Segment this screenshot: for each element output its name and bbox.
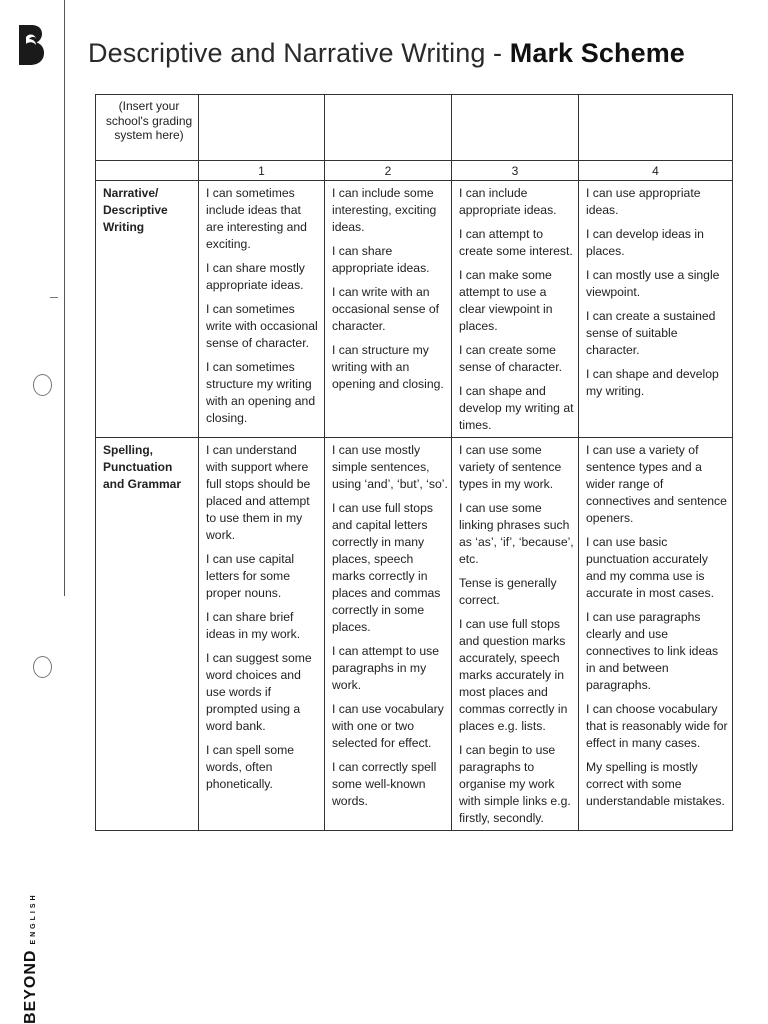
criteria-statement: I can shape and develop my writing at times. <box>459 384 574 432</box>
grade-2-cell <box>325 181 452 438</box>
grade-number: 4 <box>579 161 733 181</box>
grading-blank-cell <box>452 95 579 161</box>
criteria-statement: I can understand with support where full stops should be placed and attempt to use them in my work. <box>206 443 311 542</box>
criteria-statement: I can mostly use a single viewpoint. <box>586 268 720 299</box>
criteria-statement: I can suggest some word choices and use words if prompted using a word bank. <box>206 651 312 733</box>
criteria-statement: I can use mostly simple sentences, using ‘and’, ‘but’, ‘so’. <box>332 443 448 491</box>
criteria-statement: I can spell some words, often phonetically. <box>206 743 295 791</box>
punch-hole-top <box>33 374 52 396</box>
mark-scheme-table <box>95 94 733 831</box>
criteria-statement: I can shape and develop my writing. <box>586 367 719 398</box>
criteria-statement: I can begin to use paragraphs to organise my work with simple links e.g. firstly, secondly. <box>459 743 571 825</box>
brand-name: BEYOND <box>22 949 39 1024</box>
criteria-statement: I can sometimes write with occasional sense of character. <box>206 302 318 350</box>
criteria-statement: I can share brief ideas in my work. <box>206 610 301 641</box>
beyond-b-logo-icon <box>16 24 46 66</box>
criteria-statement: I can choose vocabulary that is reasonably wide for effect in many cases. <box>586 702 728 750</box>
criteria-statement: My spelling is mostly correct with some understandable mistakes. <box>586 760 725 808</box>
page-title <box>88 38 685 69</box>
grade-2-cell <box>325 438 452 831</box>
title-bold: Mark Scheme <box>509 38 685 68</box>
grading-blank-cell <box>579 95 733 161</box>
punch-hole-bottom <box>33 656 52 678</box>
grade-number: 1 <box>199 161 325 181</box>
grade-1-cell <box>199 438 325 831</box>
criteria-statement: I can use paragraphs clearly and use connectives to link ideas in and between paragraphs. <box>586 610 719 692</box>
criteria-label: Spelling, Punctuation and Grammar <box>96 438 199 831</box>
margin-tick <box>50 297 58 298</box>
grade-3-cell <box>452 438 579 831</box>
criteria-statement: I can sometimes structure my writing with an opening and closing. <box>206 360 316 425</box>
title-main: Descriptive and Narrative Writing - <box>88 38 510 68</box>
criteria-statement: I can use basic punctuation accurately and my comma use is accurate in most cases. <box>586 535 715 600</box>
criteria-statement: I can use vocabulary with one or two selected for effect. <box>332 702 444 750</box>
criteria-label: Narrative/ Descriptive Writing <box>96 181 199 438</box>
criteria-statement: I can attempt to create some interest. <box>459 227 573 258</box>
criteria-statement: I can sometimes include ideas that are interesting and exciting. <box>206 186 307 251</box>
criteria-statement: I can use appropriate ideas. <box>586 186 701 217</box>
grade-1-cell <box>199 181 325 438</box>
criteria-statement: I can attempt to use paragraphs in my work. <box>332 644 440 692</box>
criteria-statement: I can include some interesting, exciting ideas. <box>332 186 437 234</box>
criteria-statement: I can use full stops and capital letters correctly in many places, speech marks correctly in places and commas correctly in some places. <box>332 501 441 634</box>
grade-4-cell <box>579 181 733 438</box>
criteria-statement: I can structure my writing with an opening and closing. <box>332 343 444 391</box>
criteria-statement: I can use some variety of sentence types in my work. <box>459 443 562 491</box>
criteria-statement: I can share appropriate ideas. <box>332 244 430 275</box>
grading-system-row <box>96 95 733 161</box>
criteria-row <box>96 181 733 438</box>
grading-blank-cell <box>199 95 325 161</box>
criteria-statement: I can develop ideas in places. <box>586 227 704 258</box>
grade-number-row <box>96 161 733 181</box>
grading-blank-cell <box>325 95 452 161</box>
criteria-statement: I can create a sustained sense of suitable character. <box>586 309 716 357</box>
brand-wordmark <box>0 864 40 1024</box>
grade-number: 2 <box>325 161 452 181</box>
grade-3-cell <box>452 181 579 438</box>
criteria-statement: I can include appropriate ideas. <box>459 186 557 217</box>
grading-system-note: (Insert your school's grading system here) <box>96 95 199 161</box>
criteria-statement: I can correctly spell some well-known words. <box>332 760 437 808</box>
brand-subtitle: ENGLISH <box>30 892 37 945</box>
criteria-statement: I can write with an occasional sense of character. <box>332 285 440 333</box>
criteria-statement: Tense is generally correct. <box>459 576 557 607</box>
criteria-statement: I can make some attempt to use a clear viewpoint in places. <box>459 268 553 333</box>
criteria-statement: I can use a variety of sentence types and a wider range of connectives and sentence openers. <box>586 443 727 525</box>
criteria-statement: I can use capital letters for some proper nouns. <box>206 552 295 600</box>
grade-4-cell <box>579 438 733 831</box>
criteria-statement: I can create some sense of character. <box>459 343 562 374</box>
grade-number: 3 <box>452 161 579 181</box>
criteria-statement: I can use full stops and question marks accurately, speech marks accurately in most places and commas correctly in places e.g. lists. <box>459 617 568 733</box>
margin-rule <box>64 0 65 596</box>
criteria-row <box>96 438 733 831</box>
criteria-statement: I can use some linking phrases such as ‘as’, ‘if’, ‘because’, etc. <box>459 501 574 566</box>
criteria-statement: I can share mostly appropriate ideas. <box>206 261 305 292</box>
grade-label-blank <box>96 161 199 181</box>
